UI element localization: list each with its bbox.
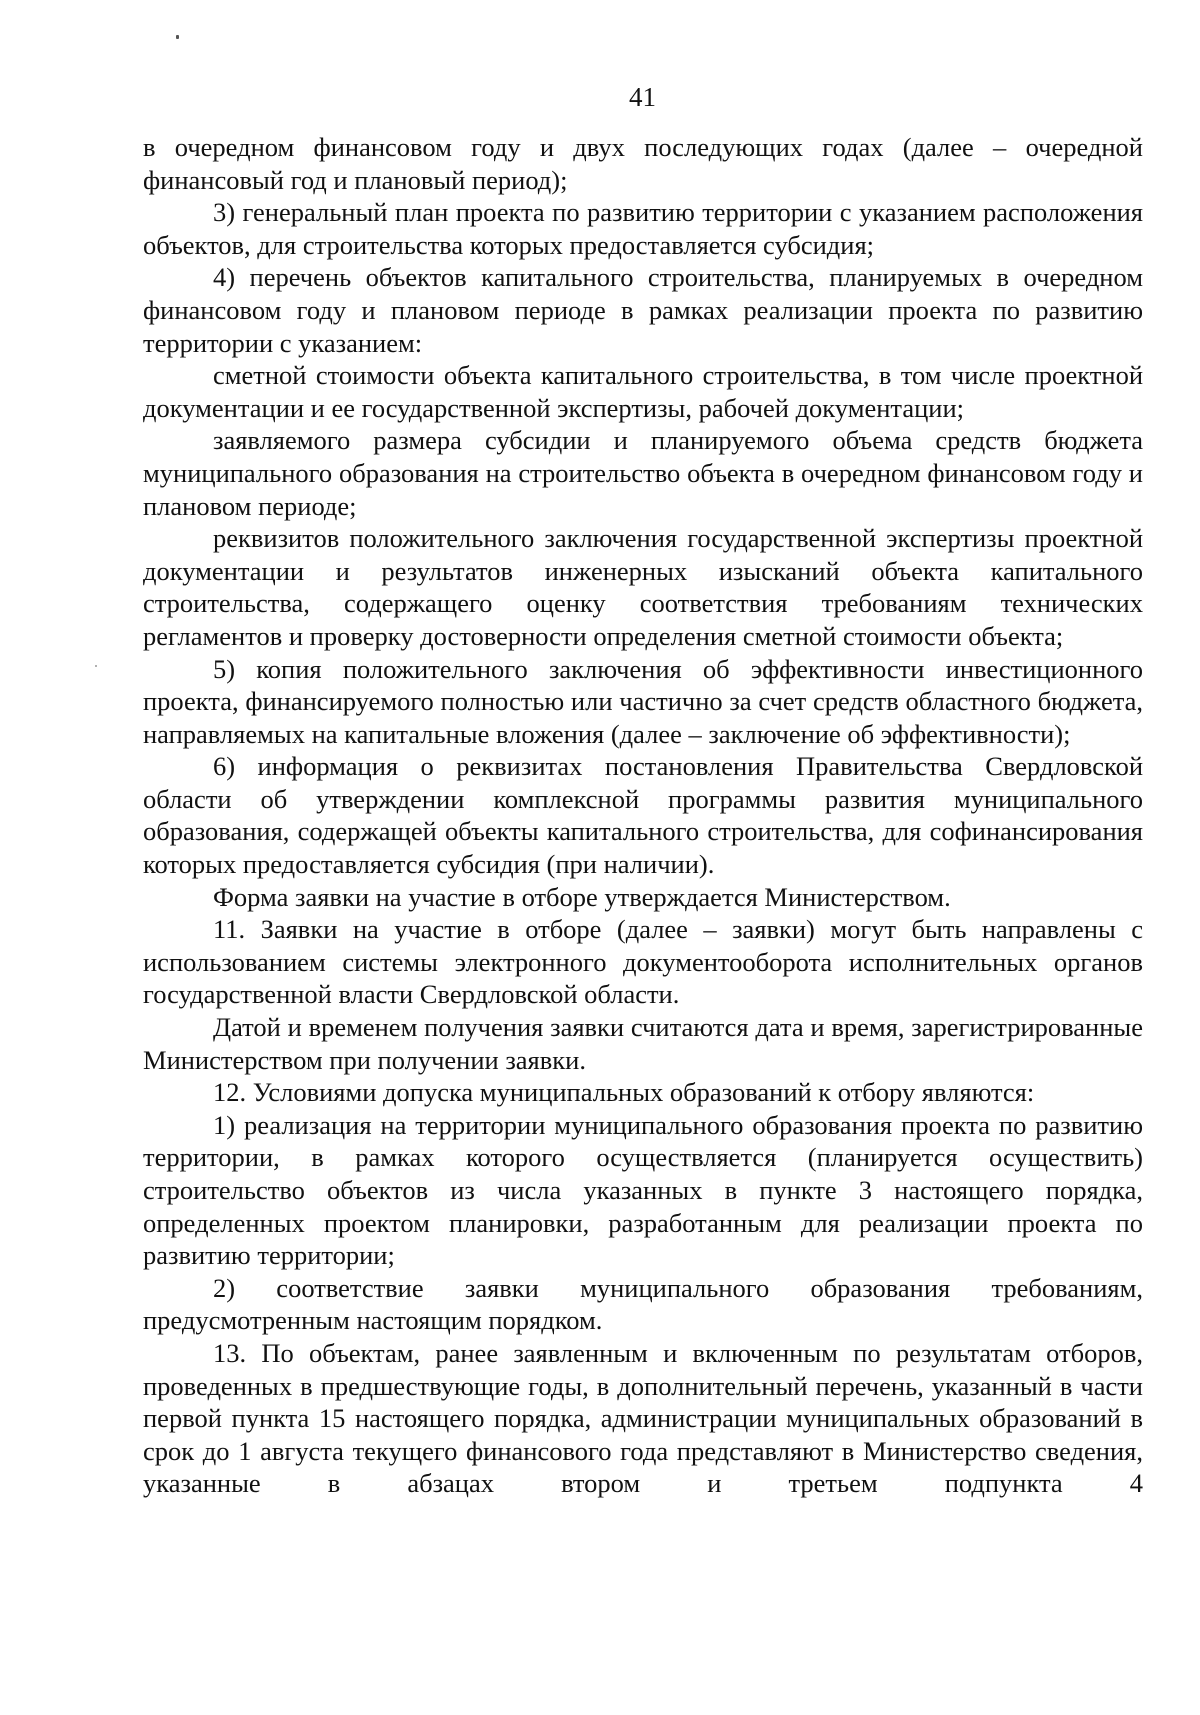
paragraph-item-5: 5) копия положительного заключения об эффективности инвестиционного проекта, финансируемого полностью или частично за счет средств областного бюджета, направляемых на капитальные вложения (далее – заключение об эффективности); — [143, 653, 1143, 749]
paragraph-condition-2: 2) соответствие заявки муниципального образования требованиям, предусмотренным настоящим порядком. — [143, 1272, 1143, 1336]
scan-speck — [176, 35, 179, 39]
paragraph-expertise-details: реквизитов положительного заключения государственной экспертизы проектной документации и результатов инженерных изысканий объекта капитального строительства, содержащего оценку соответствия требованиям технических регламентов и проверку достоверности определения сметной стоимости объекта; — [143, 523, 1143, 651]
paragraph-continuation: в очередном финансовом году и двух последующих годах (далее – очередной финансовый год и плановый период); — [143, 132, 1143, 195]
paragraph-application-form: Форма заявки на участие в отборе утверждается Министерством. — [213, 881, 951, 912]
paragraph-section-12: 12. Условиями допуска муниципальных образований к отбору являются: — [213, 1077, 1035, 1108]
page-number: 41 — [629, 82, 656, 112]
paragraph-item-6: 6) информация о реквизитах постановления Правительства Свердловской области об утверждении комплексной программы развития муниципального образования, содержащей объекты капитального строительства, для софинансирования которых предоставляется субсидия (при наличии). — [143, 751, 1143, 880]
document-body — [143, 131, 1143, 1500]
scan-speck — [95, 665, 97, 667]
paragraph-subsidy-size: заявляемого размера субсидии и планируемого объема средств бюджета муниципального образования на строительство объекта в очередном финансовом году и плановом периоде; — [143, 425, 1143, 521]
paragraph-section-11: 11. Заявки на участие в отборе (далее – заявки) могут быть направлены с использованием системы электронного документооборота исполнительных органов государственной власти Свердловской области. — [143, 914, 1143, 1010]
paragraph-item-3: 3) генеральный план проекта по развитию территории с указанием расположения объектов, для строительства которых предоставляется субсидия; — [143, 197, 1143, 260]
paragraph-receipt-date: Датой и временем получения заявки считаются дата и время, зарегистрированные Министерством при получении заявки. — [143, 1012, 1143, 1075]
paragraph-condition-1: 1) реализация на территории муниципального образования проекта по развитию территории, в рамках которого осуществляется (планируется осуществить) строительство объектов из числа указанных в пункте 3 настоящего порядка, определенных проектом планировки, разработанным для реализации проекта по развитию территории; — [143, 1109, 1143, 1271]
paragraph-item-4: 4) перечень объектов капитального строительства, планируемых в очередном финансовом году и плановом периоде в рамках реализации проекта по развитию территории с указанием: — [143, 262, 1143, 358]
paragraph-estimate-cost: сметной стоимости объекта капитального строительства, в том числе проектной документации и ее государственной экспертизы, рабочей документации; — [143, 360, 1143, 423]
paragraph-section-13: 13. По объектам, ранее заявленным и включенным по результатам отборов, проведенных в предшествующие годы, в дополнительный перечень, указанный в части первой пункта 15 настоящего порядка, администрации муниципальных образований в срок до 1 августа текущего финансового года представляют в Министерство сведения, указанные в абзацах втором и третьем подпункта 4 — [143, 1337, 1143, 1499]
